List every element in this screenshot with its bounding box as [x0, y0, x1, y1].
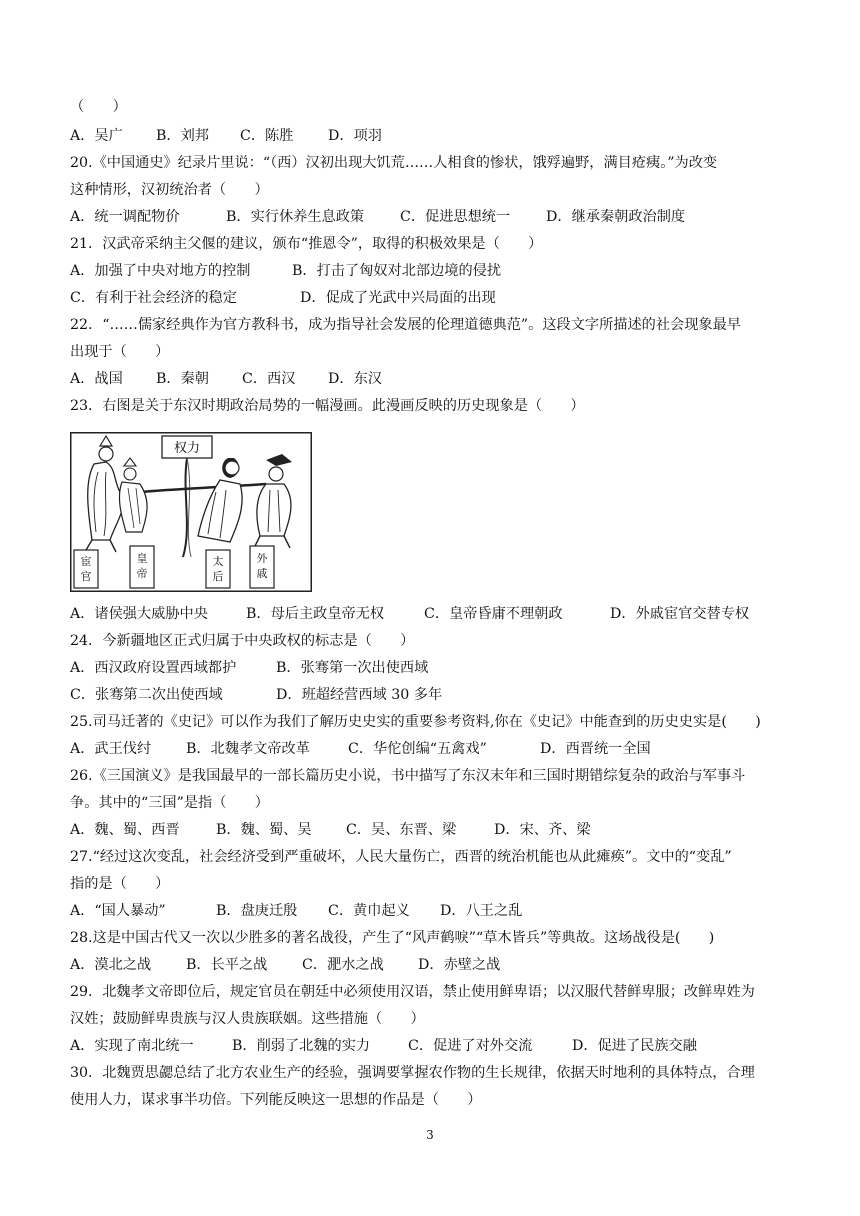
- q23-options: [70, 603, 749, 623]
- q27-option-c[interactable]: C．黄巾起义: [328, 903, 410, 919]
- q22-options: [70, 368, 382, 388]
- q27-stem-line2: 指的是（ ）: [70, 876, 170, 892]
- q20-options: [70, 206, 685, 226]
- q22-option-c[interactable]: C．西汉: [242, 371, 296, 387]
- q19-answer-bracket: （ ）: [70, 99, 127, 115]
- q29-option-b[interactable]: B．削弱了北魏的实力: [232, 1038, 371, 1054]
- q26-option-c[interactable]: C．吴、东晋、梁: [346, 822, 457, 838]
- q23-option-b[interactable]: B．母后主政皇帝无权: [246, 606, 385, 622]
- q20-option-a[interactable]: A．统一调配物价: [70, 209, 180, 225]
- q26-options: [70, 819, 591, 839]
- q19-option-d[interactable]: D．项羽: [328, 128, 382, 144]
- q24-option-b[interactable]: B．张骞第一次出使西域: [276, 660, 429, 676]
- right-head: [225, 461, 239, 475]
- q22-option-d[interactable]: D．东汉: [328, 371, 382, 387]
- eunuch-label: 宦官: [80, 555, 92, 583]
- q25-option-c[interactable]: C．华佗创编“五禽戏”: [348, 741, 487, 757]
- q26-stem-line1: 26.《三国演义》是我国最早的一部长篇历史小说，书中描写了东汉末年和三国时期错综复杂的政治与军事斗: [70, 768, 746, 784]
- q24-option-d[interactable]: D．班超经营西域 30 多年: [276, 687, 443, 703]
- q22-stem-line1: 22．“……儒家经典作为官方教科书，成为指导社会发展的伦理道德典范”。这段文字所描述的社会现象最早: [70, 317, 741, 333]
- q24-options-row2: [70, 684, 442, 704]
- q28-option-c[interactable]: C．淝水之战: [302, 957, 384, 973]
- q29-option-a[interactable]: A．实现了南北统一: [70, 1038, 194, 1054]
- q30-stem-line1: 30．北魏贾思勰总结了北方农业生产的经验，强调要掌握农作物的生长规律，依据天时地利的具体特点，合理: [70, 1065, 755, 1081]
- q20-stem-line1: 20.《中国通史》纪录片里说：“（西）汉初出现大饥荒……人相食的惨状，饿殍遍野，满目疮痍。”为改变: [70, 155, 718, 171]
- emperor-label: 皇帝: [136, 552, 148, 580]
- q23-stem: 23．右图是关于东汉时期政治局势的一幅漫画。此漫画反映的历史现象是（ ）: [70, 398, 585, 414]
- q27-options: [70, 900, 522, 920]
- q22-option-a[interactable]: A．战国: [70, 371, 123, 387]
- q19-options: [70, 125, 382, 145]
- q28-option-a[interactable]: A．漠北之战: [70, 957, 152, 973]
- q21-options-row2: [70, 287, 496, 307]
- q23-option-c[interactable]: C．皇帝昏庸不理朝政: [424, 606, 563, 622]
- consort-kin-label: 外戚: [256, 552, 268, 580]
- q24-option-c[interactable]: C．张骞第二次出使西域: [70, 687, 223, 703]
- q29-option-c[interactable]: C．促进了对外交流: [408, 1038, 533, 1054]
- power-label: 权力: [173, 441, 201, 456]
- q20-option-b[interactable]: B．实行休养生息政策: [226, 209, 365, 225]
- q21-option-b[interactable]: B．打击了匈奴对北部边境的侵扰: [292, 263, 502, 279]
- q25-option-a[interactable]: A．武王伐纣: [70, 741, 152, 757]
- q26-option-a[interactable]: A．魏、蜀、西晋: [70, 822, 180, 838]
- q21-options-row1: [70, 260, 501, 280]
- q29-options: [70, 1035, 697, 1055]
- q22-stem-line2: 出现于（ ）: [70, 344, 170, 360]
- q29-option-d[interactable]: D．促进了民族交融: [572, 1038, 697, 1054]
- q25-stem: 25.司马迁著的《史记》可以作为我们了解历史史实的重要参考资料,你在《史记》中能查到的历史史实是( ): [70, 714, 761, 730]
- empress-dowager-label: 太后: [212, 555, 224, 583]
- q21-stem: 21．汉武帝采纳主父偃的建议，颁布“推恩令”，取得的积极效果是（ ）: [70, 236, 543, 252]
- q28-options: [70, 954, 500, 974]
- q21-option-a[interactable]: A．加强了中央对地方的控制: [70, 263, 251, 279]
- q24-options-row1: [70, 657, 428, 677]
- q29-stem-line2: 汉姓；鼓励鲜卑贵族与汉人贵族联姻。这些措施（ ）: [70, 1011, 425, 1027]
- q28-option-d[interactable]: D．赤壁之战: [418, 957, 501, 973]
- q20-stem-line2: 这种情形，汉初统治者（ ）: [70, 182, 269, 198]
- han-politics-cartoon: [70, 432, 312, 592]
- q21-option-c[interactable]: C．有利于社会经济的稳定: [70, 290, 237, 306]
- q20-option-d[interactable]: D．继承秦朝政治制度: [546, 209, 686, 225]
- q20-option-c[interactable]: C．促进思想统一: [400, 209, 511, 225]
- q19-option-c[interactable]: C．陈胜: [240, 128, 294, 144]
- q27-option-b[interactable]: B．盘庚迁殷: [216, 903, 298, 919]
- q28-option-b[interactable]: B．长平之战: [186, 957, 268, 973]
- page-number: 3: [426, 1128, 434, 1142]
- q26-option-b[interactable]: B．魏、蜀、吴: [216, 822, 312, 838]
- q26-option-d[interactable]: D．宋、齐、梁: [494, 822, 591, 838]
- left-head: [99, 447, 113, 461]
- q25-options: [70, 738, 651, 758]
- q25-option-d[interactable]: D．西晋统一全国: [540, 741, 651, 757]
- q25-option-b[interactable]: B．北魏孝文帝改革: [186, 741, 310, 757]
- q23-option-a[interactable]: A．诸侯强大威胁中央: [70, 606, 208, 622]
- q27-stem-line1: 27.“经过这次变乱，社会经济受到严重破坏，人民大量伤亡，西晋的统治机能也从此瘫痪”。文中的“变乱”: [70, 849, 732, 865]
- q19-option-a[interactable]: A．吴广: [70, 128, 123, 144]
- q22-option-b[interactable]: B．秦朝: [156, 371, 209, 387]
- q27-option-a[interactable]: A．“国人暴动”: [70, 903, 166, 919]
- q26-stem-line2: 争。其中的“三国”是指（ ）: [70, 795, 269, 811]
- q30-stem-line2: 使用人力，谋求事半功倍。下列能反映这一思想的作品是（ ）: [70, 1092, 482, 1108]
- q27-option-d[interactable]: D．八王之乱: [440, 903, 523, 919]
- q21-option-d[interactable]: D．促成了光武中兴局面的出现: [300, 290, 496, 306]
- q23-option-d[interactable]: D．外戚宦官交替专权: [610, 606, 750, 622]
- q19-option-b[interactable]: B．刘邦: [156, 128, 209, 144]
- q28-stem: 28.这是中国古代又一次以少胜多的著名战役，产生了“风声鹤唳”“草木皆兵”等典故。这场战役是( ): [70, 930, 715, 946]
- q29-stem-line1: 29．北魏孝文帝即位后，规定官员在朝廷中必须使用汉语，禁止使用鲜卑语；以汉服代替鲜卑服；改鲜卑姓为: [70, 984, 755, 1000]
- q24-option-a[interactable]: A．西汉政府设置西域都护: [70, 660, 237, 676]
- q24-stem: 24．今新疆地区正式归属于中央政权的标志是（ ）: [70, 633, 415, 649]
